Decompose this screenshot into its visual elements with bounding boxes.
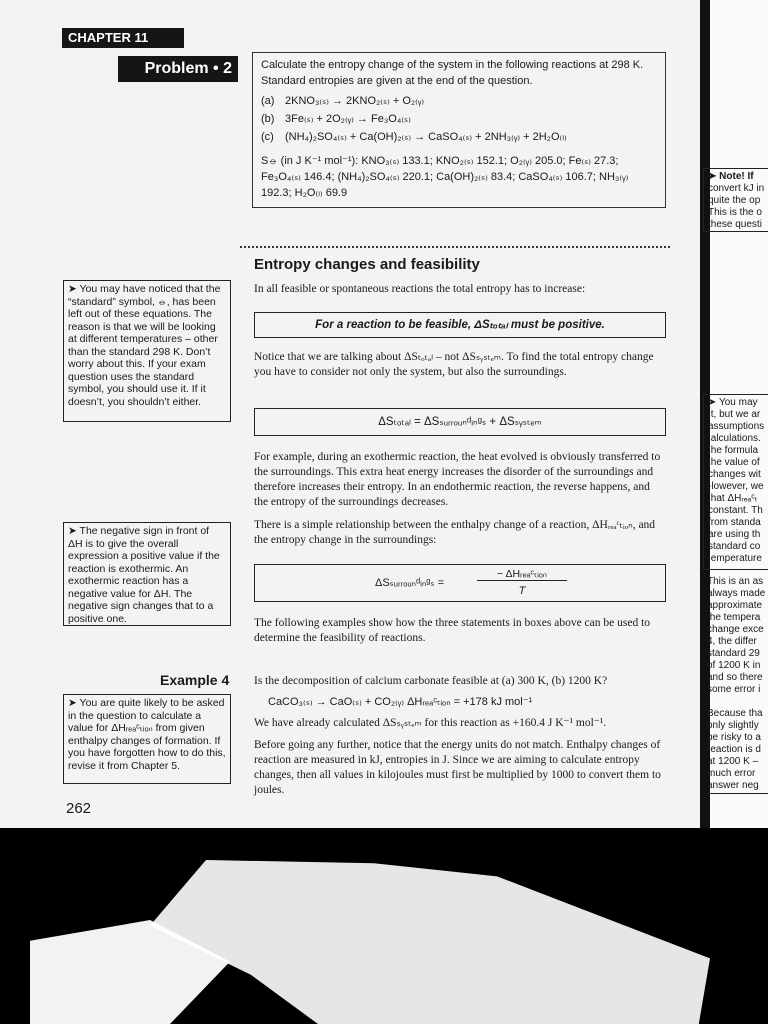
facing-note-2: [703, 394, 768, 570]
paragraph-exothermic-example: For example, during an exothermic reaction, the heat evolved is obviously transferred to the surroundings. This extra heat energy increases the disorder of the surroundings and therefore increases their entropy. In an endothermic reaction, the reverse happens, and the entropy of the surroundings decreases.: [254, 451, 661, 508]
facing-note-line: ➤ You may: [708, 397, 758, 408]
facing-note-3: [703, 576, 768, 704]
facing-note-line: standard 29: [707, 648, 760, 659]
example-system-entropy: We have already calculated ΔSₛᵧₛₜₑₘ for this reaction as +160.4 J K⁻¹ mol⁻¹.: [254, 717, 607, 729]
facing-note-line: :he formula: [708, 445, 759, 456]
equation-numerator: − ΔHᵣₑₐᶜₜᵢₒₙ: [477, 568, 567, 581]
example-unit-note: Before going any further, notice that the energy units do not match. Enthalpy changes of reaction are measured in kJ, entropies in J. Since we are aiming to calculate entropy changes, then all values in kilojoules must first be multiplied by 1000 to convert them to joules.: [254, 739, 661, 796]
facing-note-line: much error: [707, 768, 756, 779]
facing-note-line: pe risky to a: [707, 732, 761, 743]
reaction-b: [261, 111, 657, 127]
example-equation: CaCO₃₍ₛ₎ → CaO₍ₛ₎ + CO₂₍ᵧ₎ ΔHᵣₑₐᶜₜᵢₒₙ = +178 kJ mol⁻¹: [268, 696, 533, 708]
facing-note-line: :he tempera: [707, 612, 761, 623]
facing-note-4: [703, 708, 768, 798]
facing-note-line: Because tha: [707, 708, 763, 719]
facing-note-line: standard co: [708, 541, 761, 552]
facing-note-line: at 1200 K –: [707, 756, 759, 767]
feasibility-rule-box: For a reaction to be feasible, ΔSₜₒₜₐₗ must be positive.: [254, 312, 666, 338]
reaction-label: (c): [261, 131, 274, 143]
margin-note-negative-sign: ➤ The negative sign in front of ΔH is to give the overall expression a positive value if the reaction is exothermic. An exothermic reaction has a negative value for ΔH. The negative sign changes that to a positive one.: [63, 522, 231, 626]
reaction-a: [261, 93, 657, 109]
paragraph-examples-intro: The following examples show how the three statements in boxes above can be used to determine the feasibility of reactions.: [254, 617, 651, 644]
facing-note-line: reaction is d: [707, 744, 761, 755]
paragraph-total-vs-system: Notice that we are talking about ΔSₜₒₜₐₗ – not ΔSₛᵧₛₜₑₘ. To find the total entropy change you have to consider not only the system, but also the surroundings.: [254, 351, 654, 378]
surroundings-equation-box: [254, 564, 666, 602]
facing-note-line: This is the o: [708, 207, 762, 218]
page-number: 262: [66, 800, 92, 817]
facing-note-line: change exce: [707, 624, 764, 635]
paragraph-total-entropy: In all feasible or spontaneous reactions the total entropy has to increase:: [254, 283, 586, 295]
facing-note-line: assumptions: [708, 421, 765, 432]
reaction-label: (a): [261, 95, 275, 107]
problem-box: [252, 52, 666, 208]
margin-note-enthalpy-formation: ➤ You are quite likely to be asked in the question to calculate a value for ΔHᵣₑₐᶜₜᵢₒₙ from given enthalpy changes of formation. If you have forgotten how to do this, revise it from Chapter 5.: [63, 694, 231, 784]
facing-note-line: -lowever, we: [708, 481, 764, 492]
facing-note-line: :alculations.: [708, 433, 761, 444]
facing-note-1: [703, 168, 768, 232]
facing-note-line: 4, the differ: [707, 636, 757, 647]
facing-note-line: answer neg: [707, 780, 768, 794]
section-divider: [240, 246, 670, 248]
margin-note-standard-symbol: ➤ You may have noticed that the “standard” symbol, ⦵, has been left out of these equations. The reason is that we will be looking at different temperatures – other than the standard 298 K. Don’t worry about this. If your exam question uses the standard symbol, you should use it. If it doesn’t, you shouldn’t either.: [63, 280, 231, 422]
facing-note-line: This is an as: [707, 576, 764, 587]
facing-note-line: are using th: [708, 529, 761, 540]
equation-lhs: ΔSₛᵤᵣᵣₒᵤₙᵈᵢₙᵍₛ =: [375, 577, 445, 589]
problem-question: Calculate the entropy change of the system in the following reactions at 298 K. Standard entropies are given at the end of the question.: [261, 59, 644, 87]
reaction-label: (b): [261, 113, 275, 125]
facing-note-line: :emperature: [708, 553, 762, 564]
facing-note-line: always made: [707, 588, 766, 599]
facing-note-line: and so there: [707, 672, 763, 683]
facing-note-line: some error i: [707, 684, 761, 695]
facing-note-line: quite the op: [708, 195, 761, 206]
facing-note-line: constant. Th: [708, 505, 763, 516]
facing-note-line: :he value of: [708, 457, 760, 468]
facing-note-line: changes wit: [708, 469, 761, 480]
facing-note-line: approximate: [707, 600, 763, 611]
reaction-equation: (NH₄)₂SO₄₍ₛ₎ + Ca(OH)₂₍ₛ₎ → CaSO₄₍ₛ₎ + 2NH₃₍ᵧ₎ + 2H₂O₍ₗ₎: [285, 131, 567, 143]
facing-note-line: these questi: [708, 219, 762, 230]
standard-entropies: S⦵ (in J K⁻¹ mol⁻¹): KNO₃₍ₛ₎ 133.1; KNO₂₍ₛ₎ 152.1; O₂₍ᵧ₎ 205.0; Fe₍ₛ₎ 27.3; Fe₃O₄₍ₛ₎ 146.4; (NH₄)₂SO₄₍ₛ₎ 220.1; Ca(OH)₂₍ₛ₎ 83.4; CaSO₄₍ₛ₎ 106.7; NH₃₍ᵧ₎ 192.3; H₂O₍ₗ₎ 69.9: [261, 155, 629, 199]
facing-note-line: convert kJ in: [708, 183, 765, 194]
facing-note-line: :t, but we ar: [708, 409, 761, 420]
facing-note-line: ➤ Note! If: [708, 171, 754, 182]
equation-denominator: T: [518, 585, 526, 597]
paragraph-enthalpy-relationship: There is a simple relationship between the enthalpy change of a reaction, ΔHᵣₑₐᶜₜᵢₒₙ, and the entropy change in the surroundings:: [254, 519, 656, 546]
example-label: Example 4: [160, 672, 230, 688]
reaction-c: [261, 129, 657, 145]
problem-label: Problem • 2: [118, 56, 238, 82]
chapter-heading: CHAPTER 11: [62, 28, 184, 48]
total-entropy-equation-box: ΔSₜₒₜₐₗ = ΔSₛᵤᵣᵣₒᵤₙᵈᵢₙᵍₛ + ΔSₛᵧₛₜₑₘ: [254, 408, 666, 436]
facing-note-line: from standa: [708, 517, 761, 528]
facing-note-line: :hat ΔHᵣₑₐᶜₜ: [708, 493, 758, 504]
reaction-equation: 2KNO₃₍ₛ₎ → 2KNO₂₍ₛ₎ + O₂₍ᵧ₎: [285, 95, 425, 107]
section-title: Entropy changes and feasibility: [254, 256, 480, 273]
facing-note-line: only slightly: [707, 720, 759, 731]
example-question: Is the decomposition of calcium carbonate feasible at (a) 300 K, (b) 1200 K?: [254, 675, 608, 687]
facing-note-line: of 1200 K in: [707, 660, 761, 671]
reaction-equation: 3Fe₍ₛ₎ + 2O₂₍ᵧ₎ → Fe₃O₄₍ₛ₎: [285, 113, 411, 125]
